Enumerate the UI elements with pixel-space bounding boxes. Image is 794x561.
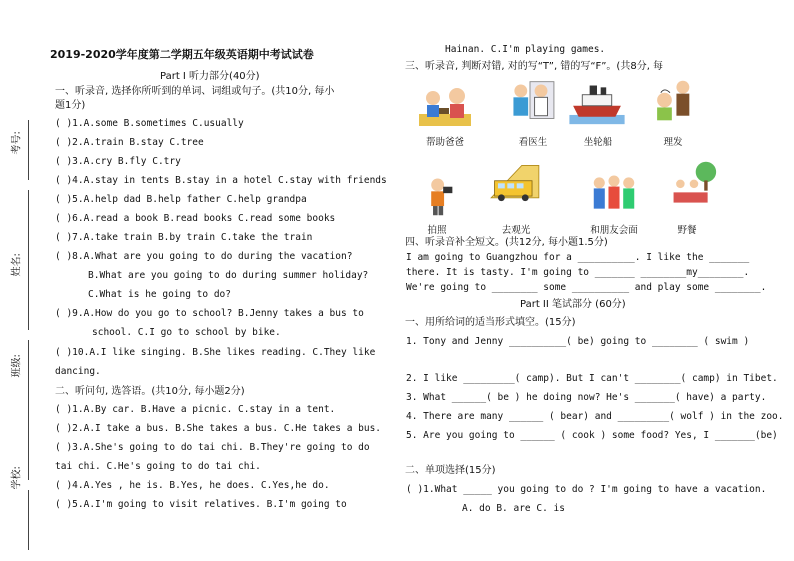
school-label: 学校:: [11, 466, 23, 490]
haircut-illustration: [640, 78, 700, 124]
picture-caption: 去观光: [501, 225, 531, 236]
passage-line: We're going to ________ some __________ and play some ________.: [406, 282, 767, 293]
passage-line: I am going to Guangzhou for a __________. I like the _______: [406, 252, 750, 263]
section1-title-cont: 题1分): [55, 100, 86, 111]
binding-line: [28, 120, 29, 180]
question-item: ( )3.A.cry B.fly C.try: [55, 156, 181, 167]
picture-caption: 理发: [663, 137, 683, 148]
question-item: ( )8.A.What are you going to do during the vacation?: [55, 251, 353, 262]
question-item: ( )1.A.By car. B.Have a picnic. C.stay in a tent.: [55, 404, 336, 415]
picture-caption: 拍照: [427, 225, 447, 236]
help-dad-illustration: [415, 84, 475, 130]
exam-title: 2019-2020学年度第二学期五年级英语期中考试试卷: [50, 48, 314, 61]
see-doctor-illustration: [500, 78, 560, 124]
section6-title: 二、单项选择(15分): [405, 465, 496, 476]
picture-caption: 看医生: [518, 137, 548, 148]
binding-line: [28, 490, 29, 550]
section5-title: 一、用所给词的适当形式填空。(15分): [405, 317, 576, 328]
binding-line: [28, 340, 29, 480]
question-item: B.What are you going to do during summer holiday?: [88, 270, 369, 281]
continued-answer: Hainan. C.I'm playing games.: [445, 44, 606, 55]
question-item: ( )5.A.help dad B.help father C.help grandpa: [55, 194, 307, 205]
name-label: 姓名:: [11, 253, 23, 277]
sightseeing-bus-illustration: [485, 162, 545, 208]
section1-title: 一、听录音, 选择你所听到的单词、词组或句子。(共10分, 每小: [55, 86, 335, 97]
question-item: dancing.: [55, 366, 101, 377]
ship-illustration: [567, 80, 627, 126]
question-item: ( )7.A.take train B.by train C.take the train: [55, 232, 313, 243]
binding-line: [28, 190, 29, 330]
picnic-illustration: [664, 160, 724, 206]
question-item: ( )2.A.I take a bus. B.She takes a bus. C.He takes a bus.: [55, 423, 382, 434]
picture-caption: 坐轮船: [583, 137, 613, 148]
section3-title: 三、听录音, 判断对错, 对的写“T”, 错的写“F”。(共8分, 每: [405, 61, 664, 72]
question-item: ( )9.A.How do you go to school? B.Jenny takes a bus to: [55, 308, 364, 319]
question-item: school. C.I go to school by bike.: [92, 327, 281, 338]
section2-title: 二、听问句, 选答语。(共10分, 每小题2分): [55, 386, 245, 397]
passage-line: there. It is tasty. I'm going to _______ ________my________.: [406, 267, 750, 278]
fill-item: 3. What ______( be ) he doing now? He's _______( have) a party.: [406, 392, 767, 403]
picture-caption: 帮助爸爸: [425, 137, 464, 148]
question-item: ( )10.A.I like singing. B.She likes reading. C.They like: [55, 347, 376, 358]
choice-options: A. do B. are C. is: [462, 503, 565, 514]
question-item: ( )2.A.train B.stay C.tree: [55, 137, 204, 148]
exam-number-label: 考号:: [11, 131, 23, 155]
class-label: 班级:: [11, 354, 23, 378]
section4-title: 四、听录音补全短文。(共12分, 每小题1.5分): [405, 237, 608, 248]
question-item: tai chi. C.He's going to do tai chi.: [55, 461, 261, 472]
question-item: ( )4.A.Yes , he is. B.Yes, he does. C.Yes,he do.: [55, 480, 330, 491]
part1-heading: Part I 听力部分(40分): [160, 71, 260, 82]
question-item: C.What is he going to do?: [88, 289, 231, 300]
choice-item: ( )1.What _____ you going to do ? I'm going to have a vacation.: [406, 484, 767, 495]
fill-item: 5. Are you going to ______ ( cook ) some food? Yes, I _______(be): [406, 430, 778, 441]
question-item: ( )5.A.I'm going to visit relatives. B.I'm going to: [55, 499, 347, 510]
take-photo-illustration: [415, 172, 475, 218]
question-item: ( )4.A.stay in tents B.stay in a hotel C.stay with friends: [55, 175, 387, 186]
picture-caption: 野餐: [677, 225, 697, 236]
fill-item: 1. Tony and Jenny __________( be) going to ________ ( swim ): [406, 336, 750, 347]
meet-friends-illustration: [584, 170, 644, 216]
question-item: ( )6.A.read a book B.read books C.read some books: [55, 213, 336, 224]
fill-item: 4. There are many ______ ( bear) and _________( wolf ) in the zoo.: [406, 411, 784, 422]
question-item: ( )1.A.some B.sometimes C.usually: [55, 118, 244, 129]
part2-heading: Part II 笔试部分 (60分): [520, 299, 626, 310]
question-item: ( )3.A.She's going to do tai chi. B.They're going to do: [55, 442, 370, 453]
picture-caption: 和朋友会面: [590, 225, 638, 236]
fill-item: 2. I like _________( camp). But I can't ________( camp) in Tibet.: [406, 373, 778, 384]
